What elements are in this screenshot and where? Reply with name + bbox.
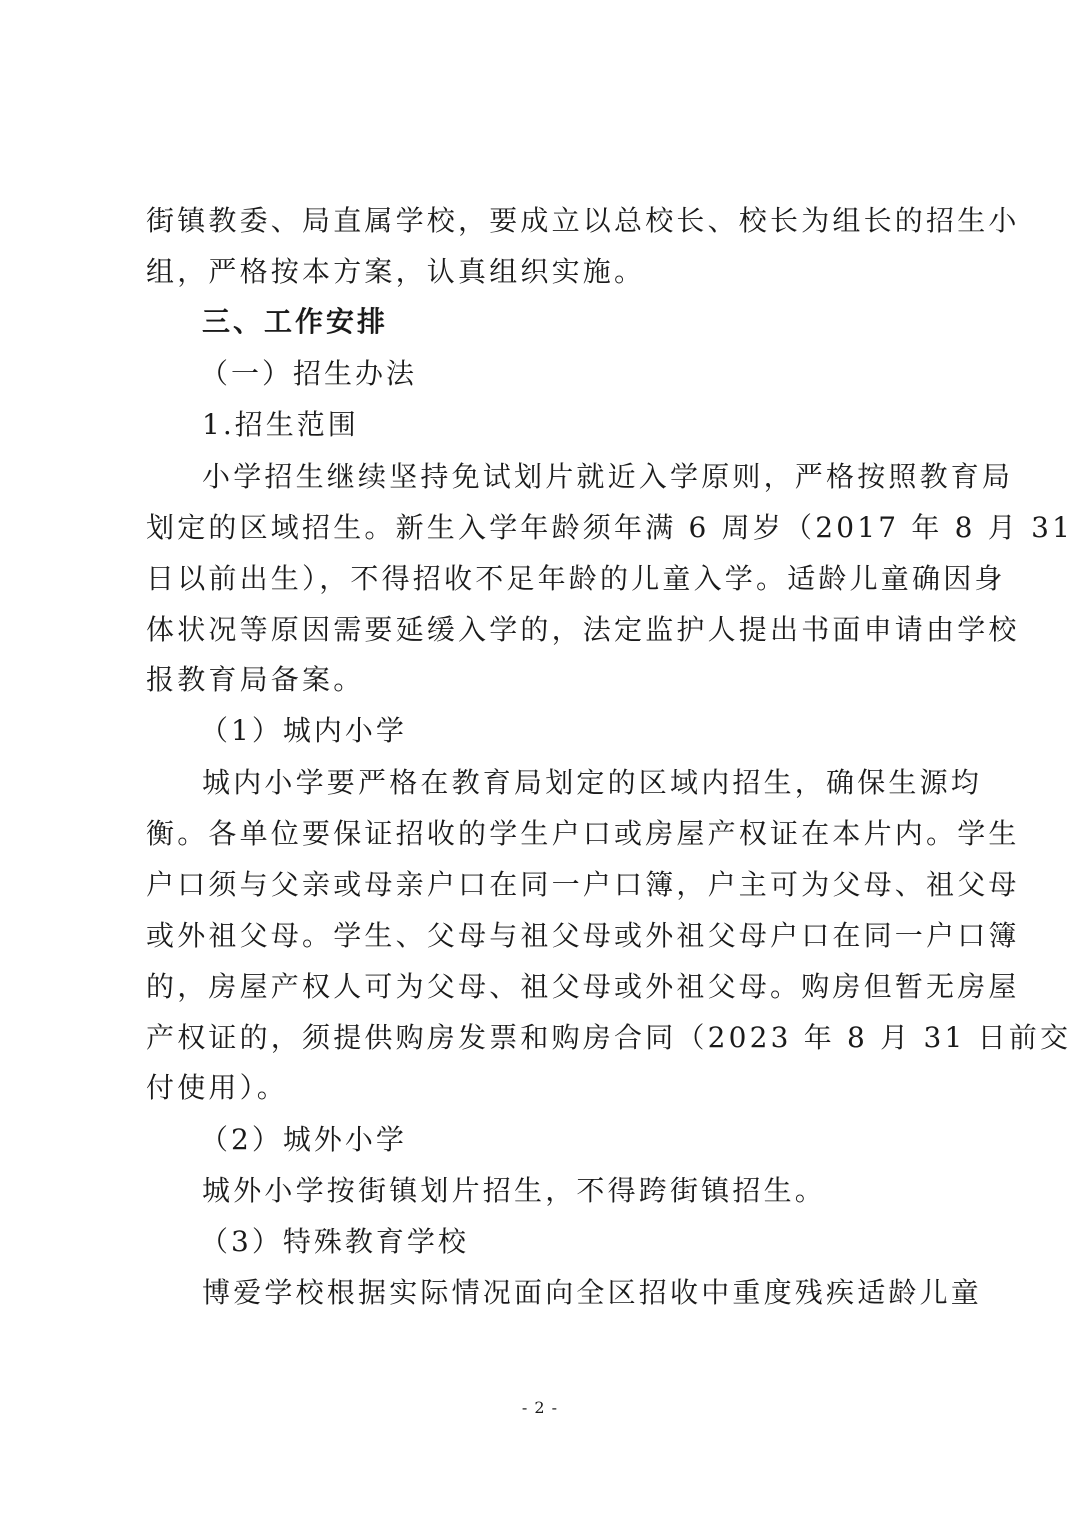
- page-number: - 2 -: [521, 1398, 559, 1417]
- item-heading: 1.招生范围: [202, 408, 359, 441]
- body-text-line: 产权证的，须提供购房发票和购房合同（2023 年 8 月 31 日前交: [146, 1021, 1072, 1054]
- item-heading: （2）城外小学: [200, 1123, 407, 1156]
- body-text-line: 的，房屋产权人可为父母、祖父母或外祖父母。购房但暂无房屋: [146, 970, 1020, 1003]
- item-heading: （1）城内小学: [200, 714, 407, 747]
- body-text-line: 组，严格按本方案，认真组织实施。: [146, 255, 646, 288]
- body-text-line: 户口须与父亲或母亲户口在同一户口簿，户主可为父母、祖父母: [146, 868, 1020, 901]
- section-heading: 三、工作安排: [202, 305, 389, 338]
- body-text-line: 报教育局备案。: [146, 663, 365, 696]
- body-text-line: 街镇教委、局直属学校，要成立以总校长、校长为组长的招生小: [146, 204, 1020, 237]
- body-text-line: 或外祖父母。学生、父母与祖父母或外祖父母户口在同一户口簿: [146, 919, 1020, 952]
- body-text-line: 体状况等原因需要延缓入学的，法定监护人提出书面申请由学校: [146, 613, 1020, 646]
- body-text-line: 付使用）。: [146, 1071, 289, 1104]
- body-text-line: 衡。各单位要保证招收的学生户口或房屋产权证在本片内。学生: [146, 817, 1020, 850]
- body-text-line: 博爱学校根据实际情况面向全区招收中重度残疾适龄儿童: [202, 1276, 983, 1309]
- item-heading: （3）特殊教育学校: [200, 1225, 469, 1258]
- body-text-line: 城外小学按街镇划片招生，不得跨街镇招生。: [202, 1174, 827, 1207]
- body-text-line: 小学招生继续坚持免试划片就近入学原则，严格按照教育局: [202, 460, 1014, 493]
- body-text-line: 日以前出生），不得招收不足年龄的儿童入学。适龄儿童确因身: [146, 562, 1006, 595]
- subsection-heading: （一）招生办法: [200, 357, 418, 390]
- body-text-line: 划定的区域招生。新生入学年龄须年满 6 周岁（2017 年 8 月 31: [146, 511, 1074, 544]
- body-text-line: 城内小学要严格在教育局划定的区域内招生，确保生源均: [202, 766, 983, 799]
